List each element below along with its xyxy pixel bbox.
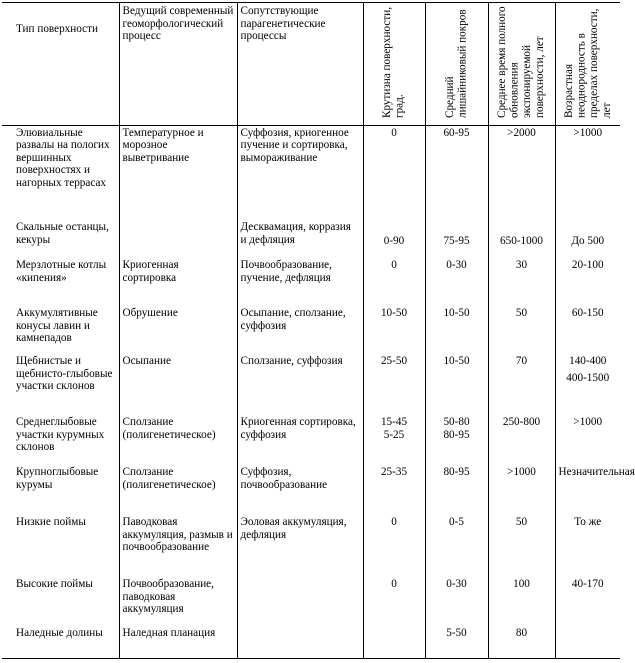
cell-lichen-value: 50-80 [443,416,470,429]
cell-renewal: 250-800 [488,415,555,465]
cell-paragenetic: Эоловая аккумуляция, дефляция [237,515,363,577]
cell-paragenetic: Осыпание, сползание, суффозия [237,306,363,354]
cell-leading-process: Обрушение [119,306,237,354]
table-row [2,515,620,577]
cell-paragenetic: Суффозия, почвообразование [237,465,363,515]
cell-lichen-value: 75-95 [443,235,470,248]
header-surface-type: Тип поверхности [2,3,119,126]
cell-paragenetic: Десквамация, корразия и дефляция [237,220,363,258]
cell-renewal: 30 [488,258,555,306]
cell-lichen: 5-50 [425,626,488,658]
cell-lichen: 0-30 [425,577,488,626]
cell-age-value: До 500 [571,235,605,248]
cell-age: 20-100 [555,258,620,306]
cell-renewal: >1000 [488,465,555,515]
cell-leading-process: Паводковая аккумуляция, размыв и почвообразование [119,515,237,577]
cell-lichen: 0-30 [425,258,488,306]
cell-renewal: 80 [488,626,555,658]
cell-slope: 0 [363,258,425,306]
cell-paragenetic: Почвообразование, пучение, дефляция [237,258,363,306]
cell-leading-process: Почвообразование, паводковая аккумуляция [119,577,237,626]
cell-slope-value: 0-90 [383,235,405,248]
cell-age: Незначительная [555,465,620,515]
cell-surface-type: Крупноглыбовые курумы [16,466,99,491]
cell-slope: 0 [363,515,425,577]
cell-renewal: 50 [488,306,555,354]
header-paragenetic-processes: Сопутствующие парагенетические процессы [237,3,363,126]
cell-age-value-2: 400-1500 [566,371,610,384]
table-row [2,626,620,658]
cell-lichen: 0-5 [425,515,488,577]
header-lichen [425,3,488,126]
cell-surface-type: Наледные долины [2,626,119,658]
cell-age: 40-170 [555,577,620,626]
cell-lichen-value-2: 80-95 [443,428,470,441]
cell-age [555,626,620,658]
cell-slope: 25-35 [363,465,425,515]
cell-leading-process: Осыпание [119,354,237,415]
cell-renewal: 50 [488,515,555,577]
cell-lichen [425,415,488,465]
cell-age: >1000 [555,415,620,465]
cell-slope [363,415,425,465]
cell-age: То же [555,515,620,577]
cell-slope [363,626,425,658]
table-row [2,465,620,515]
cell-age: 60-150 [555,306,620,354]
cell-surface-type: Щебнистые и щебнисто-глыбовые участки склонов [16,355,113,393]
header-renewal-label: Среднее время полного обновления экспонируемой поверхности, лет [496,6,547,118]
cell-surface-type: Скальные останцы, кекуры [16,221,109,246]
header-age [555,3,620,126]
cell-slope-value: 15-45 [380,416,408,429]
cell-renewal: 100 [488,577,555,626]
cell-paragenetic [237,626,363,658]
cell-paragenetic: Криогенная сортировка, суффозия [237,415,363,465]
cell-age-value: 140-400 [569,355,607,368]
cell-slope: 25-50 [363,354,425,415]
table-row [2,354,620,415]
cell-renewal: >2000 [488,125,555,220]
cell-renewal: 70 [488,354,555,415]
cell-slope: 10-50 [363,306,425,354]
cell-leading-process: Сползание (полигенетическое) [119,465,237,515]
surface-types-table [2,2,635,659]
cell-slope-value-2: 5-25 [383,428,405,441]
cell-renewal [488,220,555,258]
cell-lichen: 80-95 [425,465,488,515]
header-age-label: Возрастная неоднородность в пределах поверхности, лет [562,8,613,118]
header-slope-label: Крутизна поверхности, град. [381,7,406,118]
cell-lichen: 10-50 [425,354,488,415]
header-lichen-label: Средний лишайниковый покров [443,9,469,118]
cell-surface-type: Высокие поймы [16,578,93,591]
cell-slope: 0 [363,577,425,626]
cell-leading-process [119,220,237,258]
cell-slope [363,220,425,258]
table-row [2,258,620,306]
header-row [2,3,620,126]
cell-surface-type: Аккумулятивные конусы лавин и камнепадов [16,307,98,345]
cell-slope: 0 [363,125,425,220]
cell-paragenetic: Сползание, суффозия [237,354,363,415]
cell-age [555,354,620,415]
cell-surface-type: Среднеглыбовые участки курумных склонов [16,416,105,454]
cell-age [555,220,620,258]
cell-renewal-value: 650-1000 [500,235,543,248]
cell-paragenetic [237,577,363,626]
cell-surface-type: Низкие поймы [16,516,86,529]
cell-leading-process: Сползание (полигенетическое) [119,415,237,465]
header-slope [363,3,425,126]
table-row [2,125,620,220]
cell-lichen [425,220,488,258]
cell-lichen: 10-50 [425,306,488,354]
table-row [2,415,620,465]
cell-lichen: 60-95 [425,125,488,220]
header-renewal [488,3,555,126]
cell-surface-type: Элювиальные развалы на пологих вершинных поверхностях и нагорных террасах [16,126,110,189]
table-row [2,577,620,626]
cell-leading-process: Криогенная сортировка [119,258,237,306]
cell-age: >1000 [555,125,620,220]
cell-leading-process: Температурное и морозное выветривание [119,125,237,220]
cell-paragenetic: Суффозия, криогенное пучение и сортировка, вымораживание [237,125,363,220]
table-row [2,220,620,258]
header-leading-process: Ведущий современный геоморфологический процесс [119,3,237,126]
table-row [2,306,620,354]
cell-surface-type: Мерзлотные котлы «кипения» [16,259,107,284]
cell-leading-process: Наледная планация [119,626,237,658]
